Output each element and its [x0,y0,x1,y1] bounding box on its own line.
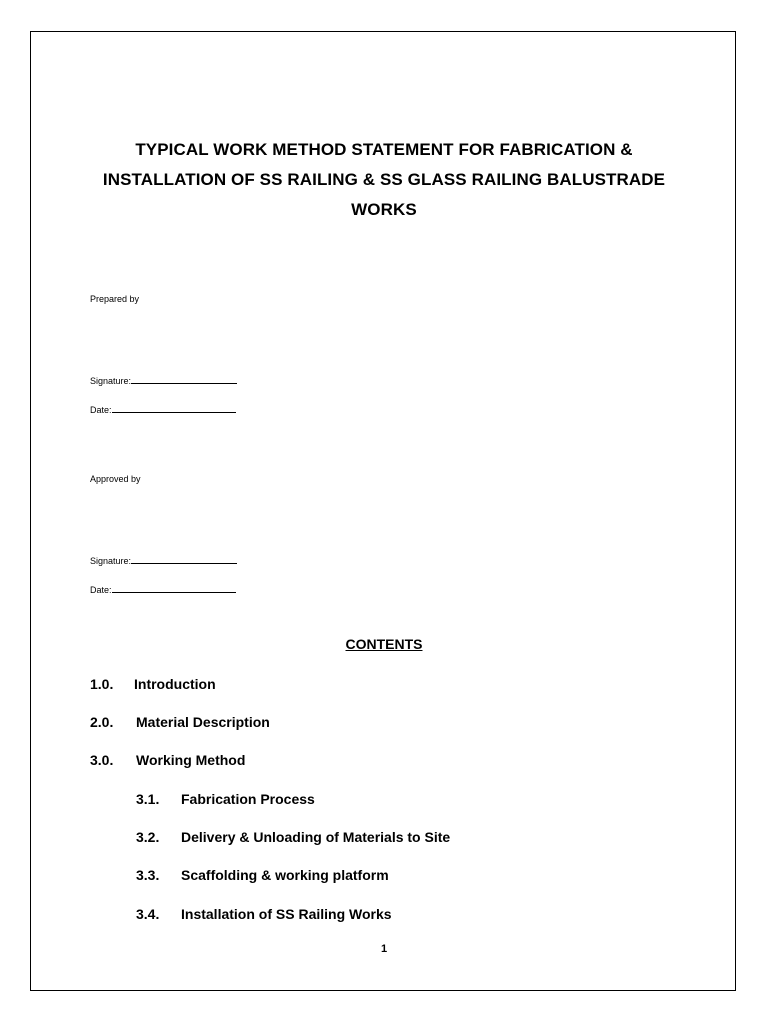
prepared-signature-label: Signature: [90,376,132,386]
toc-label: Delivery & Unloading of Materials to Site [181,829,451,845]
title-line-1: TYPICAL WORK METHOD STATEMENT FOR FABRICATION & [135,140,633,159]
toc-item-delivery-unloading[interactable] [136,828,450,846]
prepared-signature-row [90,374,237,387]
toc-number: 3.4. [136,906,160,922]
toc-label: Scaffolding & working platform [181,867,389,883]
toc-number: 3.2. [136,829,160,845]
toc-label: Introduction [134,676,216,692]
prepared-date-line [112,403,236,413]
toc-item-scaffolding[interactable] [136,866,389,884]
toc-number: 3.0. [90,752,114,768]
toc-number: 2.0. [90,714,114,730]
document-title [60,135,708,225]
toc-item-material-description[interactable] [90,713,270,731]
toc-item-working-method[interactable] [90,751,245,769]
page-number: 1 [380,943,388,955]
toc-number: 3.3. [136,867,160,883]
approved-by-label: Approved by [90,474,141,484]
title-line-3: WORKS [351,200,417,219]
prepared-by-label: Prepared by [90,294,140,304]
approved-signature-row [90,554,237,567]
toc-number: 1.0. [90,676,114,692]
approved-date-row [90,583,236,596]
prepared-date-row [90,403,236,416]
prepared-signature-line [131,374,237,384]
approved-signature-label: Signature: [90,556,132,566]
approved-date-label: Date: [90,585,112,595]
toc-label: Fabrication Process [181,791,315,807]
toc-item-installation[interactable] [136,905,392,923]
title-line-2: INSTALLATION OF SS RAILING & SS GLASS RAILING BALUSTRADE [102,170,666,189]
toc-label: Working Method [136,752,246,768]
approved-date-line [112,583,236,593]
toc-item-introduction[interactable] [90,675,216,693]
contents-heading: CONTENTS [345,636,423,652]
approved-signature-line [131,554,237,564]
toc-number: 3.1. [136,791,160,807]
toc-label: Installation of SS Railing Works [181,906,392,922]
prepared-date-label: Date: [90,405,112,415]
toc-label: Material Description [136,714,270,730]
toc-item-fabrication-process[interactable] [136,790,315,808]
